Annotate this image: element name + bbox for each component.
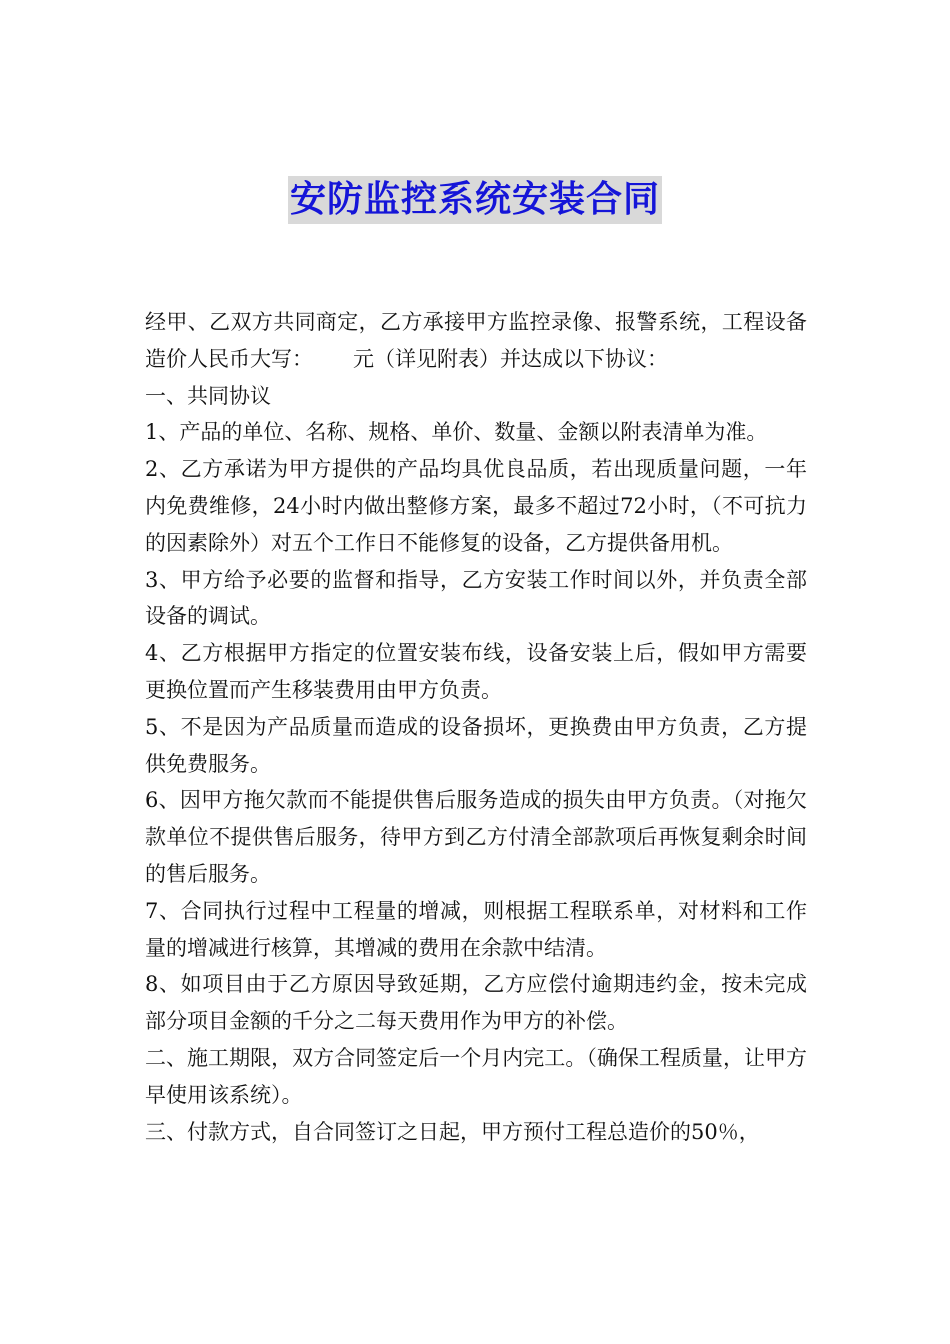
paragraph-intro: 经甲、乙双方共同商定，乙方承接甲方监控录像、报警系统，工程设备造价人民币大写： 元（详见附表）并达成以下协议： [145,310,807,371]
clause-8: 8、如项目由于乙方原因导致延期，乙方应偿付逾期违约金，按未完成部分项目金额的千分之二每天费用作为甲方的补偿。 [145,972,807,1034]
clause-3: 3、甲方给予必要的监督和指导，乙方安装工作时间以外，并负责全部设备的调试。 [145,567,807,629]
title-container [0,176,950,224]
document-body [145,304,807,1150]
clause-2: 2、乙方承诺为甲方提供的产品均具优良品质，若出现质量问题，一年内免费维修，24小时内做出整修方案，最多不超过72小时，（不可抗力的因素除外）对五个工作日不能修复的设备，乙方提供备用机。 [145,457,807,555]
section-heading-common-agreement: 一、共同协议 [145,383,271,408]
clause-7: 7、合同执行过程中工程量的增减，则根据工程联系单，对材料和工作量的增减进行核算，其增减的费用在余款中结清。 [145,898,807,960]
clause-5: 5、不是因为产品质量而造成的设备损坏，更换费由甲方负责，乙方提供免费服务。 [145,714,807,776]
clause-4: 4、乙方根据甲方指定的位置安装布线，设备安装上后，假如甲方需要更换位置而产生移装费用由甲方负责。 [145,641,807,702]
clause-1: 1、产品的单位、名称、规格、单价、数量、金额以附表清单为准。 [145,420,768,445]
section-construction-period: 二、施工期限，双方合同签定后一个月内完工。（确保工程质量，让甲方早使用该系统）。 [145,1045,807,1107]
section-payment-method: 三、付款方式，自合同签订之日起，甲方预付工程总造价的50％， [145,1119,760,1144]
clause-6: 6、因甲方拖欠款而不能提供售后服务造成的损失由甲方负责。（对拖欠款单位不提供售后服务，待甲方到乙方付清全部款项后再恢复剩余时间的售后服务。 [145,788,807,886]
document-title: 安防监控系统安装合同 [288,176,662,224]
